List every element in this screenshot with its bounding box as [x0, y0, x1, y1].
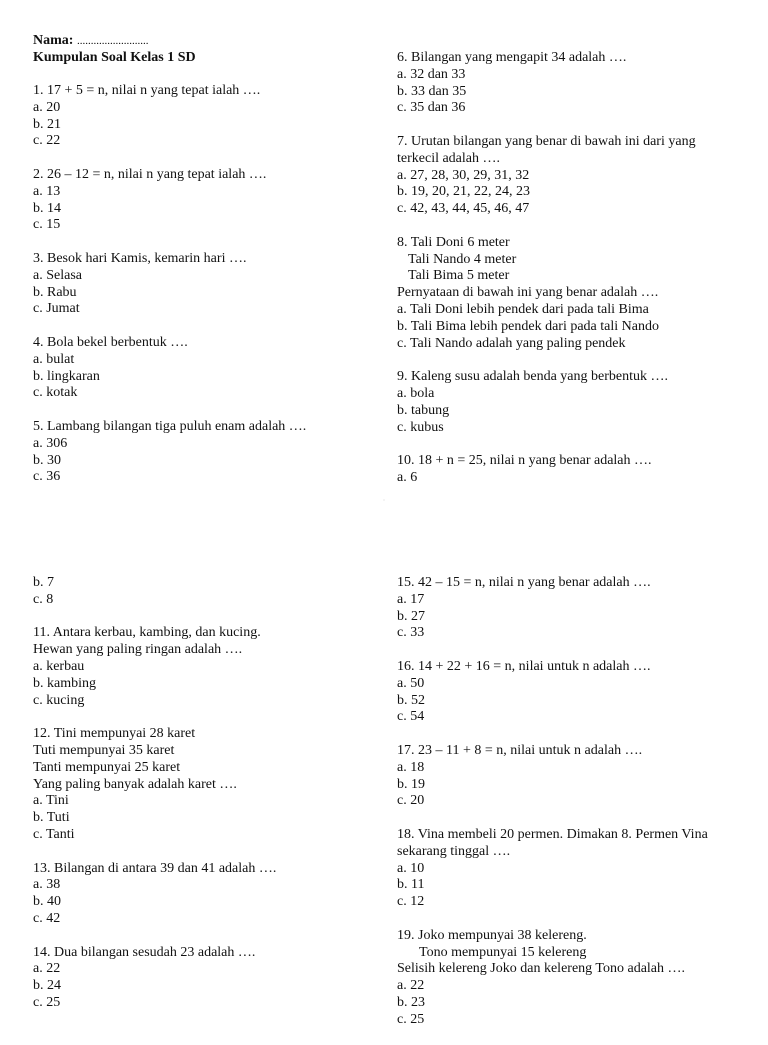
question-line: c. 22 [33, 133, 61, 149]
question-line: c. 25 [33, 994, 61, 1010]
question-line: a. 13 [33, 183, 61, 199]
question-line: Selisih kelereng Joko dan kelereng Tono adalah …. [397, 961, 686, 977]
question-line: b. Tuti [33, 810, 70, 826]
question-line: a. Tali Doni lebih pendek dari pada tali Bima [397, 301, 649, 317]
question-line: Yang paling banyak adalah karet …. [33, 776, 237, 792]
page2-left-column [33, 575, 276, 1029]
question-line: a. 10 [397, 860, 425, 876]
question-line: a. 22 [33, 961, 61, 977]
question-line: a. 22 [397, 978, 425, 994]
question-line: b. 19, 20, 21, 22, 24, 23 [397, 184, 530, 200]
question-line: b. 33 dan 35 [397, 83, 467, 99]
question-line: b. 52 [397, 692, 425, 708]
question-line: a. 17 [397, 591, 425, 607]
question-line: sekarang tinggal …. [397, 843, 511, 859]
question-line: Hewan yang paling ringan adalah …. [33, 642, 243, 658]
question-block [33, 945, 276, 1012]
question-block [33, 419, 306, 486]
question-text: 8. Tali Doni 6 meter [397, 234, 510, 250]
question-block [33, 625, 276, 709]
question-text: 6. Bilangan yang mengapit 34 adalah …. [397, 50, 627, 65]
question-line: c. kubus [397, 419, 444, 435]
question-block [33, 726, 276, 844]
page-break-mark: ˈ [383, 500, 385, 506]
question-text: 18. Vina membeli 20 permen. Dimakan 8. Permen Vina [397, 826, 708, 842]
question-line: a. Selasa [33, 267, 82, 283]
question-text: 16. 14 + 22 + 16 = n, nilai untuk n adalah …. [397, 658, 651, 674]
question-line: Tuti mempunyai 35 karet [33, 742, 175, 758]
question-block [397, 235, 696, 353]
question-text: 1. 17 + 5 = n, nilai n yang tepat ialah …. [33, 83, 261, 98]
question-line: Pernyataan di bawah ini yang benar adalah …. [397, 285, 659, 301]
question-line: c. Tanti [33, 826, 75, 842]
question-line: Tanti mempunyai 25 karet [33, 759, 181, 775]
question-text: 10. 18 + n = 25, nilai n yang benar adalah …. [397, 453, 652, 469]
question-line: c. 36 [33, 469, 61, 485]
question-line: c. 54 [397, 709, 425, 725]
question-text: 11. Antara kerbau, kambing, dan kucing. [33, 625, 261, 641]
question-line: b. 23 [397, 994, 425, 1010]
question-line: b. 40 [33, 894, 61, 910]
question-line: b. 24 [33, 978, 61, 994]
question-line: c. 42 [33, 910, 61, 926]
question-block [33, 575, 276, 609]
question-line: a. 20 [33, 99, 61, 115]
question-line: c. 15 [33, 217, 61, 233]
question-line: b. kambing [33, 675, 96, 691]
question-text: 13. Bilangan di antara 39 dan 41 adalah …. [33, 860, 277, 876]
question-line: a. 32 dan 33 [397, 66, 466, 82]
question-line: a. kerbau [33, 658, 85, 674]
question-line: a. bola [397, 385, 435, 401]
question-text: 9. Kaleng susu adalah benda yang berbentuk …. [397, 369, 668, 385]
question-text: 12. Tini mempunyai 28 karet [33, 726, 196, 742]
question-line: terkecil adalah …. [397, 150, 501, 166]
question-line: a. 27, 28, 30, 29, 31, 32 [397, 167, 530, 183]
question-line: b. 30 [33, 452, 61, 468]
question-line: c. kotak [33, 385, 78, 401]
question-line: b. lingkaran [33, 368, 100, 384]
question-line: b. tabung [397, 402, 450, 418]
worksheet-header [33, 33, 196, 67]
question-line: c. 42, 43, 44, 45, 46, 47 [397, 201, 530, 217]
question-line: b. 27 [397, 608, 425, 624]
question-block [33, 861, 276, 928]
question-line: b. Rabu [33, 284, 77, 300]
question-block [397, 659, 708, 726]
question-block [397, 369, 696, 436]
question-line: a. 18 [397, 759, 425, 775]
question-line: a. bulat [33, 351, 75, 367]
question-text: 7. Urutan bilangan yang benar di bawah ini dari yang [397, 133, 696, 149]
question-line: c. 8 [33, 591, 54, 607]
question-block [397, 134, 696, 218]
question-line: c. Tali Nando adalah yang paling pendek [397, 335, 626, 351]
question-text: 14. Dua bilangan sesudah 23 adalah …. [33, 944, 256, 960]
question-block [33, 335, 306, 402]
question-line: c. 33 [397, 625, 425, 641]
question-block [33, 251, 306, 318]
name-label: Nama: [33, 33, 74, 48]
worksheet-title: Kumpulan Soal Kelas 1 SD [33, 49, 196, 65]
page2-right-column [397, 575, 708, 1045]
question-block [397, 50, 696, 117]
question-line: Tali Bima 5 meter [408, 268, 510, 284]
page1-left-column [33, 83, 306, 503]
question-block [397, 453, 696, 487]
question-line: a. 306 [33, 435, 68, 451]
question-line: c. 35 dan 36 [397, 100, 466, 116]
question-line: c. 25 [397, 1011, 425, 1027]
question-line: Tali Nando 4 meter [408, 251, 517, 267]
question-block [397, 928, 708, 1029]
question-text: 19. Joko mempunyai 38 kelereng. [397, 927, 587, 943]
page1-right-column [397, 50, 696, 504]
question-line: b. 11 [397, 877, 425, 893]
question-line: a. 38 [33, 877, 61, 893]
question-line: a. 50 [397, 675, 425, 691]
question-line: c. Jumat [33, 301, 80, 317]
question-line: c. kucing [33, 692, 85, 708]
name-line [33, 33, 196, 50]
question-text: 2. 26 – 12 = n, nilai n yang tepat ialah …. [33, 166, 267, 182]
question-line: a. Tini [33, 793, 69, 809]
question-line: c. 12 [397, 894, 425, 910]
question-line: c. 20 [397, 793, 425, 809]
question-text: 17. 23 – 11 + 8 = n, nilai untuk n adalah …. [397, 742, 643, 758]
question-text: 5. Lambang bilangan tiga puluh enam adalah …. [33, 418, 307, 434]
question-text: 3. Besok hari Kamis, kemarin hari …. [33, 250, 247, 266]
question-line: a. 6 [397, 469, 418, 485]
name-blank: .......................... [76, 35, 149, 47]
question-line: Tono mempunyai 15 kelereng [419, 944, 587, 960]
question-line: b. 14 [33, 200, 61, 216]
question-line: b. Tali Bima lebih pendek dari pada tali Nando [397, 318, 659, 334]
question-text: b. 7 [33, 575, 54, 590]
question-text: 4. Bola bekel berbentuk …. [33, 334, 188, 350]
question-block [397, 575, 708, 642]
question-block [33, 167, 306, 234]
question-block [33, 83, 306, 150]
question-block [397, 827, 708, 911]
question-block [397, 743, 708, 810]
question-line: b. 21 [33, 116, 61, 132]
question-text: 15. 42 – 15 = n, nilai n yang benar adalah …. [397, 575, 651, 590]
question-line: b. 19 [397, 776, 425, 792]
